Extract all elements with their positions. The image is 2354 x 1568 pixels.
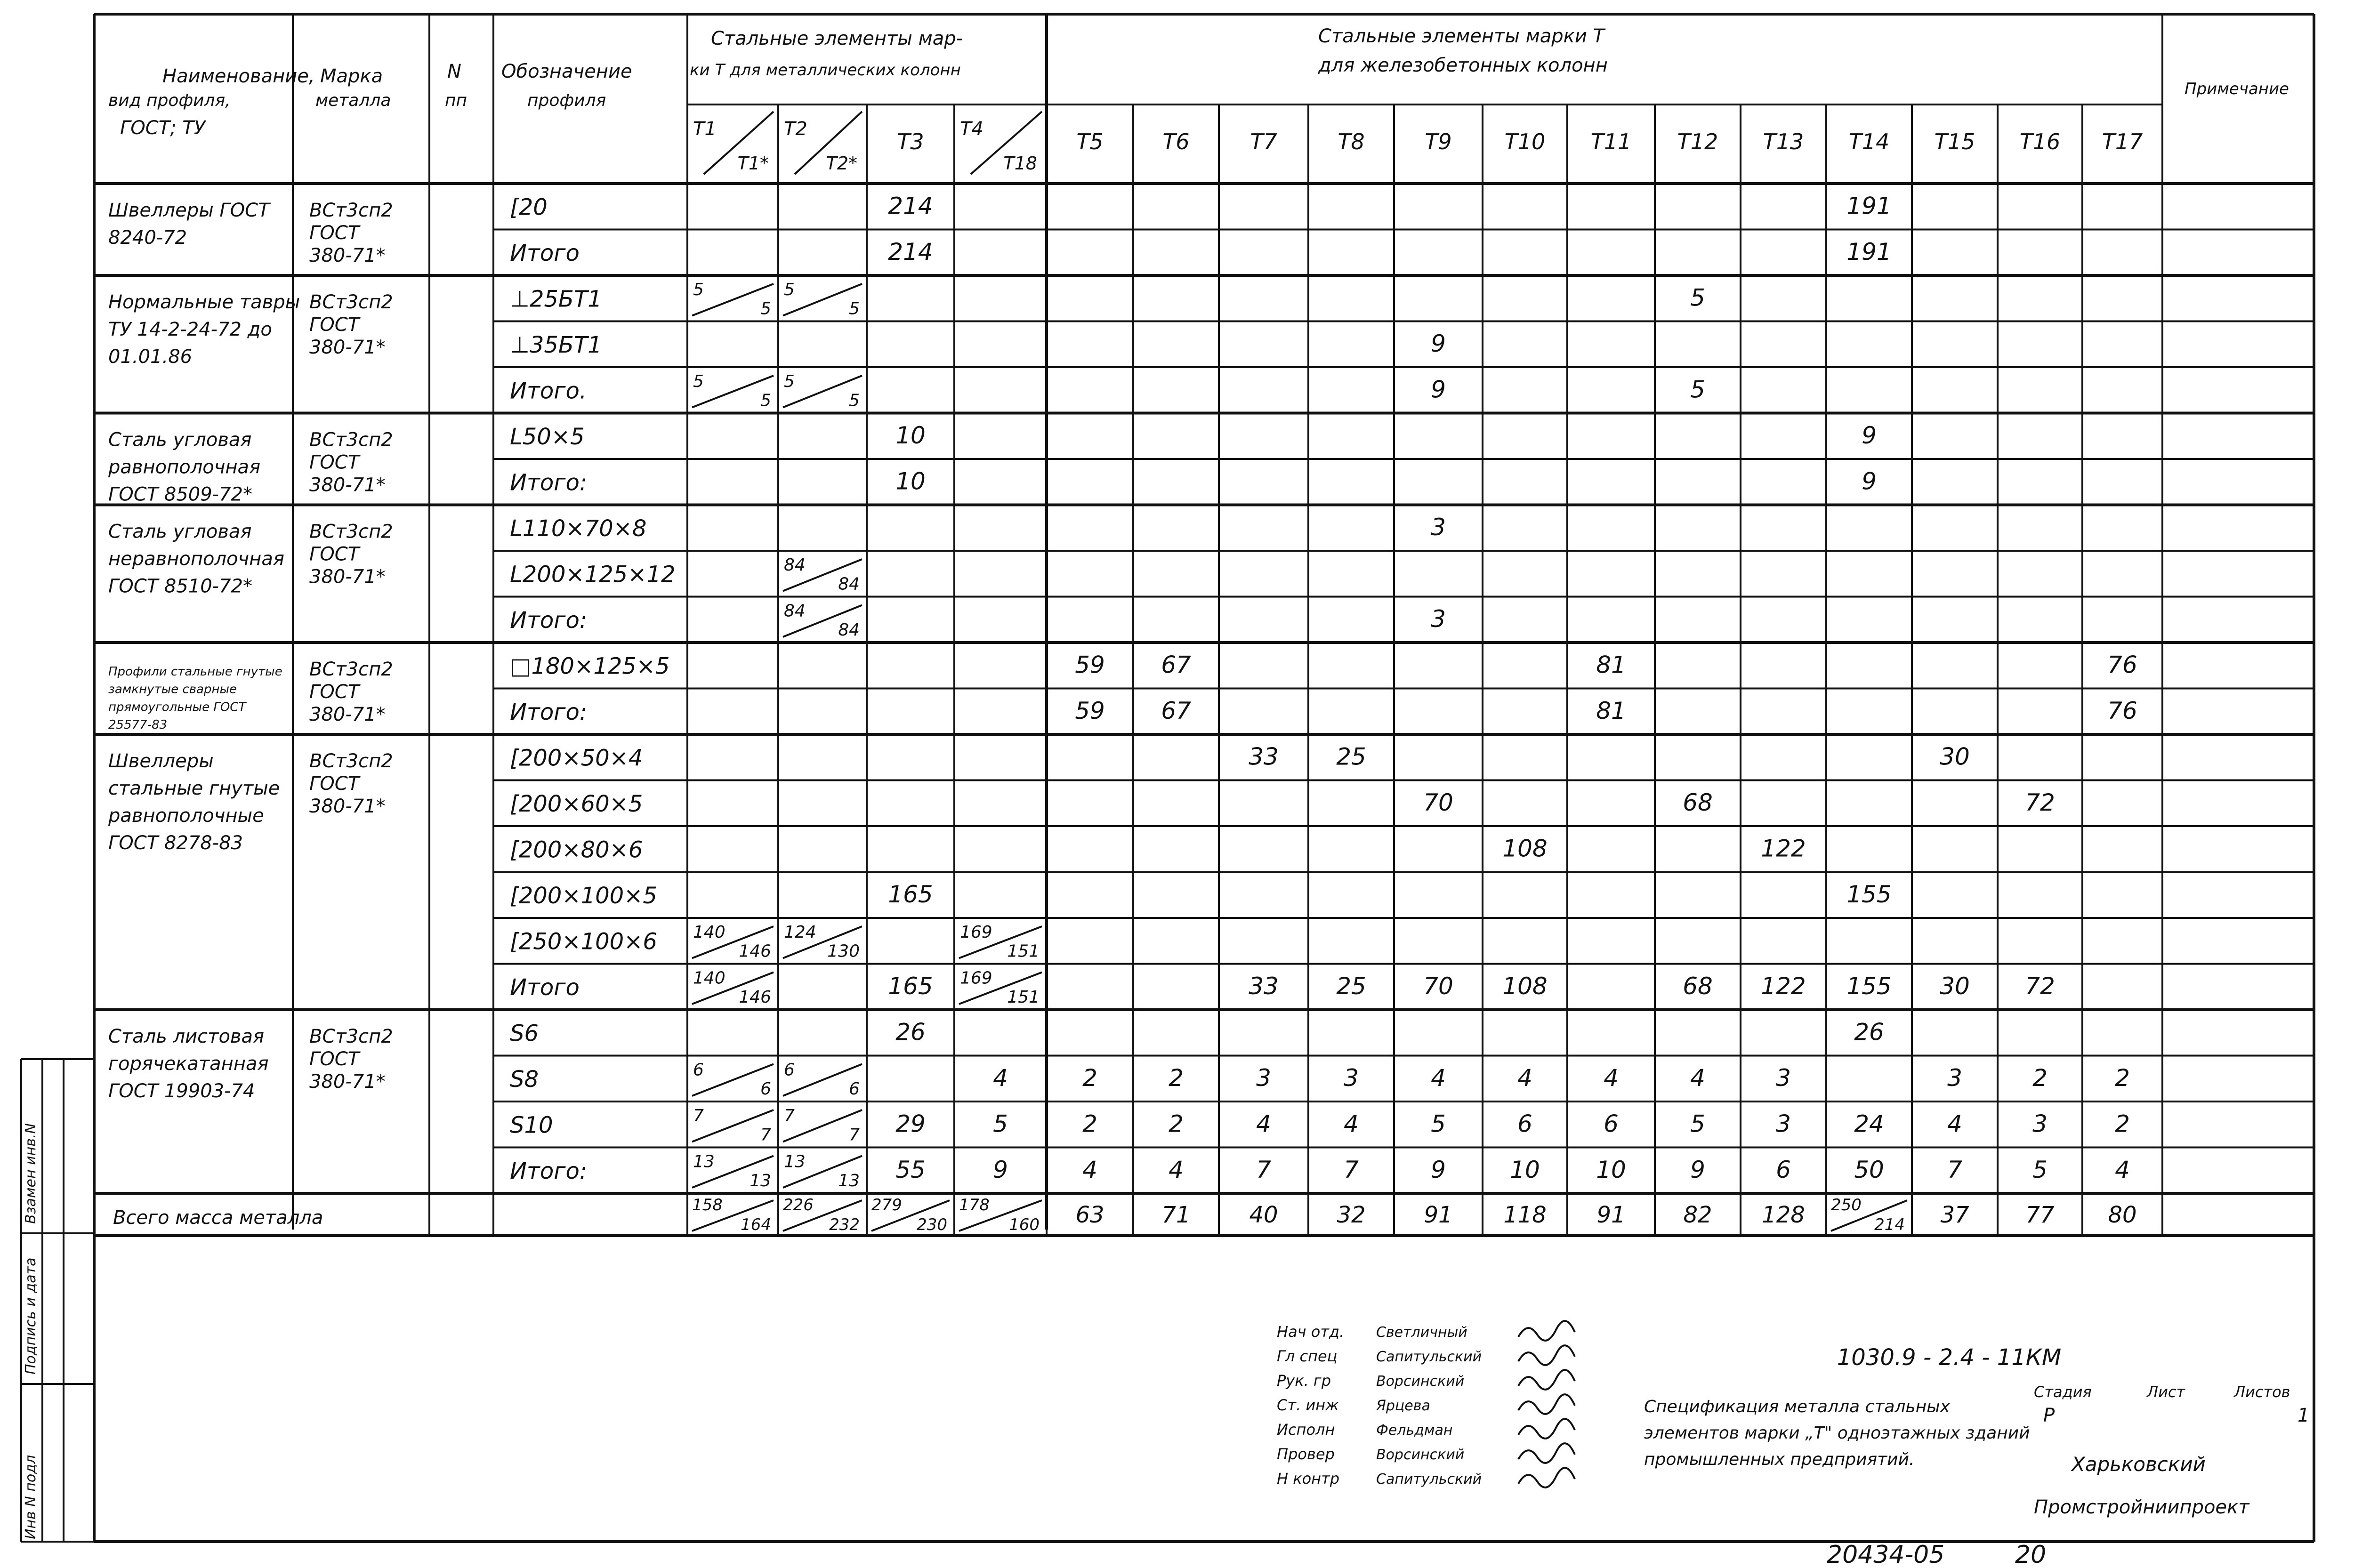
profile-cell: S10 [510,1112,553,1139]
tb-name: Фельдман [1376,1422,1453,1439]
group-name: ТУ 14-2-24-72 до [108,319,272,340]
cell-value: 9 [993,1156,1008,1183]
cell-value: 10 [1596,1156,1626,1183]
group-name: Нормальные тавры [108,291,300,313]
signature-mark [1518,1370,1575,1390]
cell-value: 165 [888,972,933,1000]
mark-header: Т14 [1848,129,1890,154]
cell-value: 2 [2115,1064,2130,1092]
grid-lines [21,14,2314,1542]
total-fraction: 164 [741,1215,771,1234]
total-fraction: 230 [917,1215,947,1234]
cell-value: 122 [1761,972,1806,1000]
cell-value: 29 [895,1110,926,1138]
profile-cell: L50×5 [510,423,585,450]
cell-value: 191 [1846,238,1892,265]
profile-cell: [200×80×6 [510,836,643,863]
mark-header: Т1 [693,118,717,140]
profile-cell: Итого: [510,607,587,634]
tb-name: Светличный [1376,1324,1467,1341]
cell-value: 4 [1517,1064,1532,1092]
cell-value: 6 [1604,1110,1619,1138]
tb-role: Провер [1277,1445,1335,1463]
mark-header: Т2* [826,153,857,174]
cell-value: 5 [1690,1110,1705,1138]
total-fraction: 158 [692,1196,723,1214]
profile-cell: [250×100×6 [510,928,657,955]
tb-name: Ворсинский [1376,1373,1465,1390]
cell-fraction: 140 [693,923,726,942]
group-name: ГОСТ 8510-72* [108,575,252,597]
title-block [1271,1318,2314,1568]
cell-value: 5 [993,1110,1008,1138]
total-fraction: 250 [1831,1196,1862,1214]
total-value: 118 [1503,1202,1547,1228]
cell-value: 67 [1161,697,1191,724]
cell-value: 33 [1249,972,1279,1000]
cell-fraction: 84 [838,574,860,594]
total-fraction: 160 [1009,1215,1040,1234]
cell-value: 2 [1082,1110,1097,1138]
mark-header: Т12 [1677,129,1718,154]
cell-value: 6 [1517,1110,1532,1138]
cell-fraction: 5 [760,299,771,319]
cell-value: 30 [1940,972,1970,1000]
cell-fraction: 169 [960,968,992,988]
total-fraction: 178 [959,1196,990,1214]
mark-header: Т7 [1250,129,1277,154]
profile-cell: Итого: [510,699,587,725]
cell-fraction: 146 [739,988,771,1007]
cell-value: 2 [2115,1110,2130,1138]
cell-value: 81 [1596,697,1626,724]
cell-fraction: 5 [784,280,795,299]
signature-mark [1518,1394,1575,1414]
cell-value: 4 [1082,1156,1097,1183]
cell-value: 214 [888,192,933,220]
cell-value: 68 [1683,788,1713,816]
total-value: 91 [1424,1202,1453,1228]
header-group-concrete: Стальные элементы марки Т [1318,25,1604,47]
cell-fraction: 84 [784,555,806,575]
cell-value: 3 [1947,1064,1962,1092]
cell-fraction: 140 [693,968,726,988]
total-value: 128 [1762,1202,1805,1228]
header-group-concrete: для железобетонных колонн [1318,55,1608,76]
total-value: 91 [1596,1202,1626,1228]
tb-name: Ярцева [1376,1398,1430,1414]
mark-header: Т3 [897,129,924,154]
header-num: пп [445,91,468,110]
group-name: Сталь угловая [108,521,252,543]
tb-role: Гл спец [1277,1347,1338,1365]
group-grade: ГОСТ [309,222,360,244]
signature-mark [1518,1419,1575,1439]
total-fraction: 214 [1874,1215,1905,1234]
profile-cell: S8 [510,1066,539,1093]
cell-value: 25 [1336,743,1366,771]
cell-value: 24 [1854,1110,1884,1138]
cell-value: 72 [2025,972,2055,1000]
cell-value: 5 [1690,376,1705,403]
header-name: ГОСТ; ТУ [120,117,206,139]
group-name: стальные гнутые [108,778,280,799]
signature-mark [1518,1443,1575,1463]
cell-value: 4 [2115,1156,2130,1183]
tb-org: Промстройниипроект [2034,1496,2249,1518]
cell-value: 2 [1169,1110,1184,1138]
cell-fraction: 6 [784,1060,795,1080]
cell-value: 9 [1690,1156,1705,1183]
cell-value: 122 [1761,835,1806,862]
group-grade: ГОСТ [309,773,360,795]
cell-value: 108 [1502,835,1548,862]
profile-cell: [200×60×5 [510,790,643,817]
total-value: 80 [2108,1202,2137,1228]
mark-header: Т2 [784,118,807,140]
cell-value: 72 [2025,788,2055,816]
signature-mark [1518,1321,1575,1341]
cell-fraction: 7 [784,1106,795,1126]
cell-value: 70 [1423,972,1453,1000]
cell-value: 4 [1604,1064,1619,1092]
profile-cell: [20 [510,194,548,221]
total-fraction: 226 [783,1196,814,1214]
profile-cell: Итого: [510,1158,587,1184]
cell-value: 59 [1075,697,1105,724]
mark-header: Т4 [960,118,984,140]
tb-role: Н контр [1277,1470,1340,1488]
mark-header: Т9 [1425,129,1452,154]
total-value: 37 [1940,1202,1969,1228]
cell-value: 26 [1854,1018,1884,1046]
cell-fraction: 6 [760,1079,771,1099]
cell-fraction: 5 [760,391,771,410]
tb-org: Харьковский [2072,1453,2206,1476]
mark-header: Т13 [1763,129,1804,154]
cell-value: 2 [1082,1064,1097,1092]
group-grade: ГОСТ [309,451,360,474]
cell-value: 2 [1169,1064,1184,1092]
cell-value: 3 [1256,1064,1271,1092]
cell-value: 59 [1075,651,1105,679]
cell-value: 26 [895,1018,926,1046]
cell-fraction: 84 [838,620,860,640]
tb-role: Рук. гр [1277,1372,1331,1390]
cell-value: 67 [1161,651,1191,679]
mark-header: Т1* [737,153,769,174]
side-stamp: Инв N подл [23,1455,39,1539]
cell-fraction: 13 [750,1171,771,1190]
group-name: Сталь листовая [108,1026,265,1047]
group-grade: ВСт3сп2 [309,659,393,680]
cell-value: 4 [1344,1110,1359,1138]
cell-fraction: 13 [784,1152,806,1172]
group-name: равнополочные [108,805,264,827]
cell-value: 9 [1431,330,1446,357]
group-grade: 380-71* [309,245,386,266]
profile-cell: ⊥25БТ1 [510,286,602,313]
group-grade: 380-71* [309,566,386,588]
cell-value: 25 [1336,972,1366,1000]
tb-sheets-label: Листов [2234,1383,2290,1401]
cell-fraction: 7 [760,1125,771,1145]
cell-value: 5 [2032,1156,2048,1183]
cell-value: 76 [2107,651,2137,679]
cell-fraction: 5 [693,372,704,391]
cell-value: 3 [1776,1110,1791,1138]
total-fraction: 279 [871,1196,902,1214]
table-texts [23,25,2289,1539]
cell-value: 214 [888,238,933,265]
group-grade: 380-71* [309,474,386,496]
tb-name: Сапитульский [1376,1349,1482,1365]
profile-cell: Итого: [510,469,587,496]
cell-value: 165 [888,880,933,908]
cell-value: 155 [1846,972,1892,1000]
mark-header: Т11 [1590,129,1632,154]
group-name: прямоугольные ГОСТ [108,700,246,715]
cell-value: 7 [1256,1156,1271,1183]
cell-value: 81 [1596,651,1626,679]
cell-value: 30 [1940,743,1970,771]
total-value: 77 [2025,1202,2055,1228]
cell-value: 33 [1249,743,1279,771]
group-grade: ВСт3сп2 [309,429,393,451]
tb-role: Исполн [1277,1421,1335,1439]
total-fraction: 232 [829,1215,860,1234]
group-grade: ВСт3сп2 [309,200,393,221]
group-name: равнополочная [108,456,261,478]
group-name: Профили стальные гнутые [108,665,282,679]
cell-value: 3 [1344,1064,1359,1092]
tb-stage: Р [2043,1405,2055,1426]
cell-value: 4 [1947,1110,1962,1138]
header-group-metal: Стальные элементы мар- [711,28,963,49]
cell-fraction: 130 [827,941,860,961]
mark-header: Т10 [1504,129,1546,154]
cell-value: 3 [1431,605,1446,633]
header-group-metal: ки Т для металлических колонн [690,61,961,80]
cell-fraction: 84 [784,601,806,621]
mark-header: Т16 [2019,129,2061,154]
header-note: Примечание [2185,80,2289,98]
total-value: 82 [1683,1202,1712,1228]
group-name: ГОСТ 19903-74 [108,1080,255,1102]
profile-cell: ⊥35БТ1 [510,331,602,358]
cell-value: 7 [1344,1156,1359,1183]
total-value: 63 [1075,1202,1104,1228]
cell-value: 5 [1690,284,1705,312]
cell-value: 3 [1431,513,1446,541]
header-grade: Марка [320,65,383,87]
profile-cell: Итого [510,240,580,266]
cell-fraction: 6 [849,1079,860,1099]
cell-value: 50 [1854,1156,1884,1183]
header-num: N [447,61,461,82]
cell-value: 9 [1431,1156,1446,1183]
cell-fraction: 7 [849,1125,860,1145]
cell-value: 68 [1683,972,1713,1000]
footer-number: 20434-05 [1827,1541,1945,1568]
total-value: 71 [1161,1202,1191,1228]
profile-cell: S6 [510,1020,539,1047]
cell-value: 5 [1431,1110,1446,1138]
footer-page: 20 [2015,1541,2047,1568]
cell-value: 108 [1502,972,1548,1000]
group-name: Швеллеры [108,750,214,772]
cell-value: 70 [1423,788,1453,816]
cell-value: 6 [1776,1156,1791,1183]
tb-role: Ст. инж [1277,1396,1339,1414]
cell-value: 55 [895,1156,926,1183]
cell-value: 3 [2032,1110,2048,1138]
cell-fraction: 151 [1007,988,1040,1007]
cell-fraction: 5 [849,299,860,319]
side-stamp: Взамен инв.N [23,1123,39,1224]
cell-value: 4 [993,1064,1008,1092]
cell-value: 191 [1846,192,1892,220]
cell-value: 4 [1169,1156,1184,1183]
cell-fraction: 5 [693,280,704,299]
group-name: 25577-83 [108,718,168,732]
group-grade: 380-71* [309,796,386,817]
group-name: 8240-72 [108,227,187,249]
tb-sheets: 1 [2298,1405,2310,1426]
cell-value: 3 [1776,1064,1791,1092]
mark-header: Т15 [1934,129,1975,154]
cell-fraction: 169 [960,923,992,942]
side-stamp: Подпись и дата [23,1257,39,1375]
tb-title: элементов марки „Т" одноэтажных зданий [1644,1423,2030,1443]
cell-value: 10 [895,467,926,495]
tb-sheet-label: Лист [2147,1383,2185,1401]
cell-value: 9 [1862,467,1877,495]
header-grade: металла [315,91,391,110]
profile-cell: L110×70×8 [510,515,647,542]
group-name: 01.01.86 [108,346,193,368]
group-name: ГОСТ 8278-83 [108,832,243,854]
profile-cell: Итого. [510,378,587,404]
group-name: неравнополочная [108,548,284,570]
tb-code: 1030.9 - 2.4 - 11КМ [1837,1344,2062,1371]
cell-value: 155 [1846,880,1892,908]
tb-stage-label: Стадия [2034,1383,2092,1401]
cell-fraction: 151 [1007,941,1040,961]
profile-cell: □180×125×5 [510,653,670,680]
total-label: Всего масса металла [113,1207,323,1229]
cell-fraction: 5 [784,372,795,391]
cell-fraction: 13 [693,1152,715,1172]
cell-fraction: 7 [693,1106,704,1126]
cell-value: 10 [1510,1156,1540,1183]
mark-header: Т6 [1162,129,1190,154]
group-name: замкнутые сварные [108,682,237,697]
group-grade: ВСт3сп2 [309,291,393,313]
profile-cell: [200×100×5 [510,882,657,909]
profile-cell: [200×50×4 [510,745,643,772]
group-grade: ГОСТ [309,314,360,336]
cell-value: 4 [1431,1064,1446,1092]
header-name: вид профиля, [108,91,231,110]
tb-name: Сапитульский [1376,1471,1482,1488]
group-name: Сталь угловая [108,429,252,451]
header-profile: Обозначение [501,61,632,82]
tb-title: Спецификация металла стальных [1644,1397,1950,1416]
profile-cell: Итого [510,974,580,1001]
group-grade: ГОСТ [309,681,360,703]
header-profile: профиля [527,91,606,110]
group-grade: ВСт3сп2 [309,750,393,772]
mark-header: Т5 [1076,129,1104,154]
mark-header: Т18 [1003,153,1037,174]
cell-value: 10 [895,421,926,449]
group-grade: ВСт3сп2 [309,521,393,543]
cell-value: 9 [1431,376,1446,403]
mark-header: Т8 [1338,129,1365,154]
cell-fraction: 124 [784,923,816,942]
group-name: Швеллеры ГОСТ [108,200,270,221]
cell-fraction: 13 [838,1171,860,1190]
group-grade: ГОСТ [309,1048,360,1070]
tb-role: Нач отд. [1277,1323,1345,1341]
profile-cell: L200×125×12 [510,561,676,588]
signature-mark [1518,1345,1575,1365]
group-name: ГОСТ 8509-72* [108,483,252,506]
group-grade: 380-71* [309,704,386,725]
group-grade: ВСт3сп2 [309,1026,393,1047]
group-grade: 380-71* [309,337,386,358]
cell-value: 76 [2107,697,2137,724]
tb-name: Ворсинский [1376,1447,1465,1463]
cell-fraction: 6 [693,1060,704,1080]
cell-value: 9 [1862,421,1877,449]
group-grade: 380-71* [309,1071,386,1093]
cell-fraction: 146 [739,941,771,961]
group-name: горячекатанная [108,1053,269,1075]
group-grade: ГОСТ [309,543,360,565]
cell-value: 2 [2032,1064,2048,1092]
cell-value: 4 [1690,1064,1705,1092]
total-value: 40 [1249,1202,1278,1228]
header-name: Наименование, [162,65,315,87]
total-value: 32 [1337,1202,1366,1228]
cell-fraction: 5 [849,391,860,410]
mark-header: Т17 [2102,129,2143,154]
cell-value: 7 [1947,1156,1962,1183]
tb-title: промышленных предприятий. [1644,1450,1915,1469]
signature-mark [1518,1468,1575,1488]
cell-value: 4 [1256,1110,1271,1138]
